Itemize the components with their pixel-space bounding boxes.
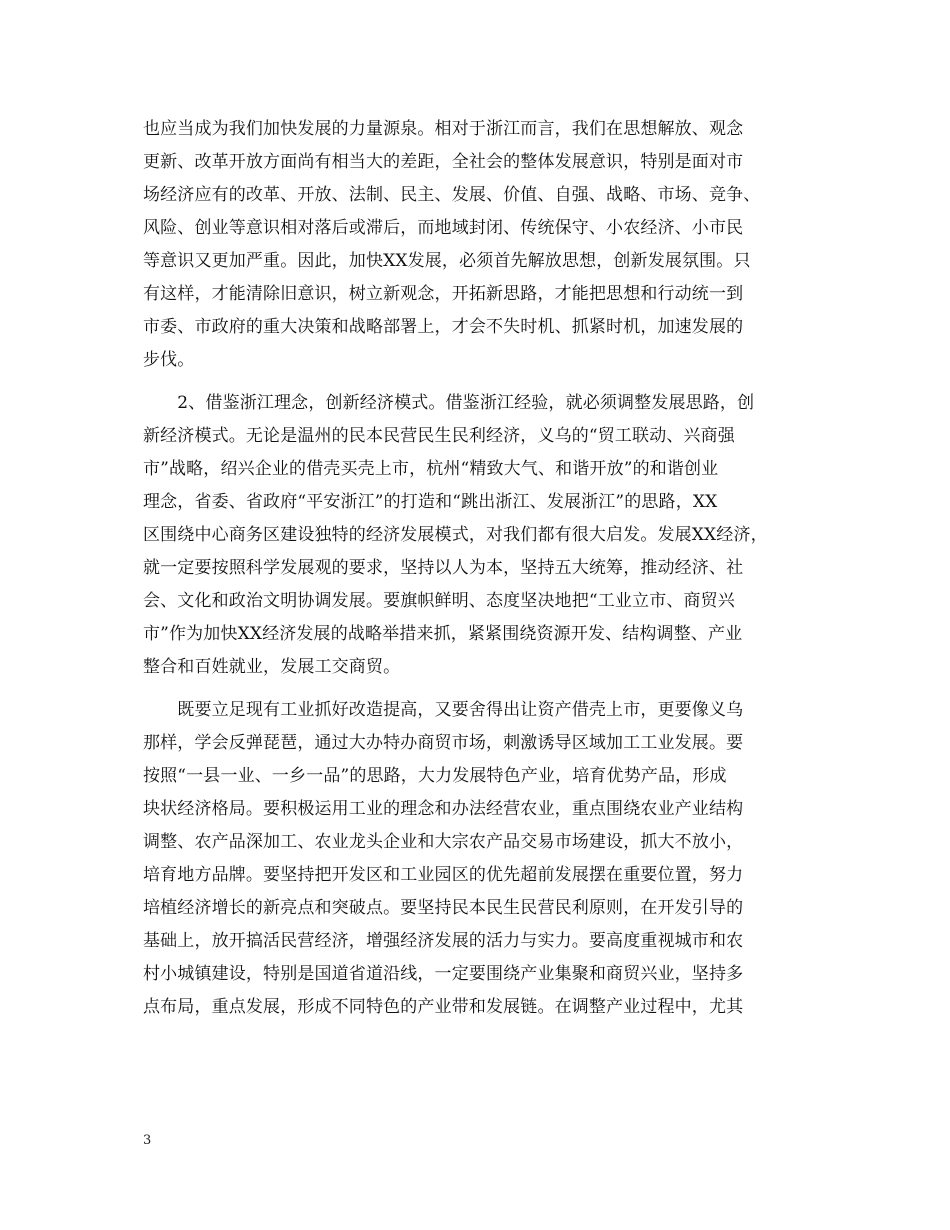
- text-line: 块状经济格局。要积极运用工业的理念和办法经营农业，重点围绕农业产业结构: [143, 799, 744, 819]
- text-line: 步伐。: [143, 350, 195, 370]
- text-line: 培育地方品牌。要坚持把开发区和工业园区的优先超前发展摆在重要位置，努力: [143, 865, 744, 885]
- paragraph-3: [143, 694, 823, 1024]
- text-line: 调整、农产品深加工、农业龙头企业和大宗农产品交易市场建设，抓大不放小，: [143, 832, 744, 852]
- text-line: 点布局，重点发展，形成不同特色的产业带和发展链。在调整产业过程中，尤其: [143, 997, 744, 1017]
- text-line: 会、文化和政治文明协调发展。要旗帜鲜明、态度坚决地把“工业立市、商贸兴: [143, 591, 735, 611]
- paragraph-spacing: [143, 684, 823, 694]
- page-number: 3: [143, 1133, 152, 1148]
- text-line: 那样，学会反弹琵琶，通过大办特办商贸市场，刺激诱导区域加工工业发展。要: [143, 733, 744, 753]
- text-line: 场经济应有的改革、开放、法制、民主、发展、价值、自强、战略、市场、竞争、: [143, 185, 761, 205]
- text-line: 培植经济增长的新亮点和突破点。要坚持民本民生民营民利原则，在开发引导的: [143, 898, 744, 918]
- text-line: 也应当成为我们加快发展的力量源泉。相对于浙江而言，我们在思想解放、观念: [143, 119, 744, 139]
- text-line: 村小城镇建设，特别是国道省道沿线，一定要围绕产业集聚和商贸兴业，坚持多: [143, 964, 744, 984]
- text-line: 理念，省委、省政府“平安浙江”的打造和“跳出浙江、发展浙江”的思路，XX: [143, 492, 718, 512]
- text-line: 区围绕中心商务区建设独特的经济发展模式，对我们都有很大启发。发展XX经济，: [143, 525, 768, 545]
- text-line: 市委、市政府的重大决策和战略部署上，才会不失时机、抓紧时机，加速发展的: [143, 317, 744, 337]
- text-line: 风险、创业等意识相对落后或滞后，而地域封闭、传统保守、小农经济、小市民: [143, 218, 744, 238]
- text-line: 新经济模式。无论是温州的民本民营民生民利经济，义乌的“贸工联动、兴商强: [143, 426, 735, 446]
- text-line: 更新、改革开放方面尚有相当大的差距，全社会的整体发展意识，特别是面对市: [143, 152, 744, 172]
- text-line: 市”战略，绍兴企业的借壳买壳上市，杭州“精致大气、和谐开放”的和谐创业: [143, 459, 719, 479]
- text-line: 按照“一县一业、一乡一品”的思路，大力发展特色产业，培育优势产品，形成: [143, 766, 727, 786]
- document-body: [143, 113, 823, 1024]
- text-line: 既要立足现有工业抓好改造提高，又要舍得出让资产借壳上市，更要像义乌: [143, 700, 744, 720]
- text-line: 2、借鉴浙江理念，创新经济模式。借鉴浙江经验，就必须调整发展思路，创: [143, 393, 755, 413]
- text-line: 市”作为加快XX经济发展的战略举措来抓，紧紧围绕资源开发、结构调整、产业: [143, 624, 743, 644]
- text-line: 有这样，才能清除旧意识，树立新观念，开拓新思路，才能把思想和行动统一到: [143, 284, 744, 304]
- text-line: 基础上，放开搞活民营经济，增强经济发展的活力与实力。要高度重视城市和农: [143, 931, 744, 951]
- paragraph-1: [143, 113, 823, 377]
- text-line: 整合和百姓就业，发展工交商贸。: [143, 657, 401, 677]
- paragraph-spacing: [143, 377, 823, 387]
- paragraph-2: [143, 387, 823, 684]
- text-line: 就一定要按照科学发展观的要求，坚持以人为本，坚持五大统筹，推动经济、社: [143, 558, 744, 578]
- text-line: 等意识又更加严重。因此，加快XX发展，必须首先解放思想，创新发展氛围。只: [143, 251, 751, 271]
